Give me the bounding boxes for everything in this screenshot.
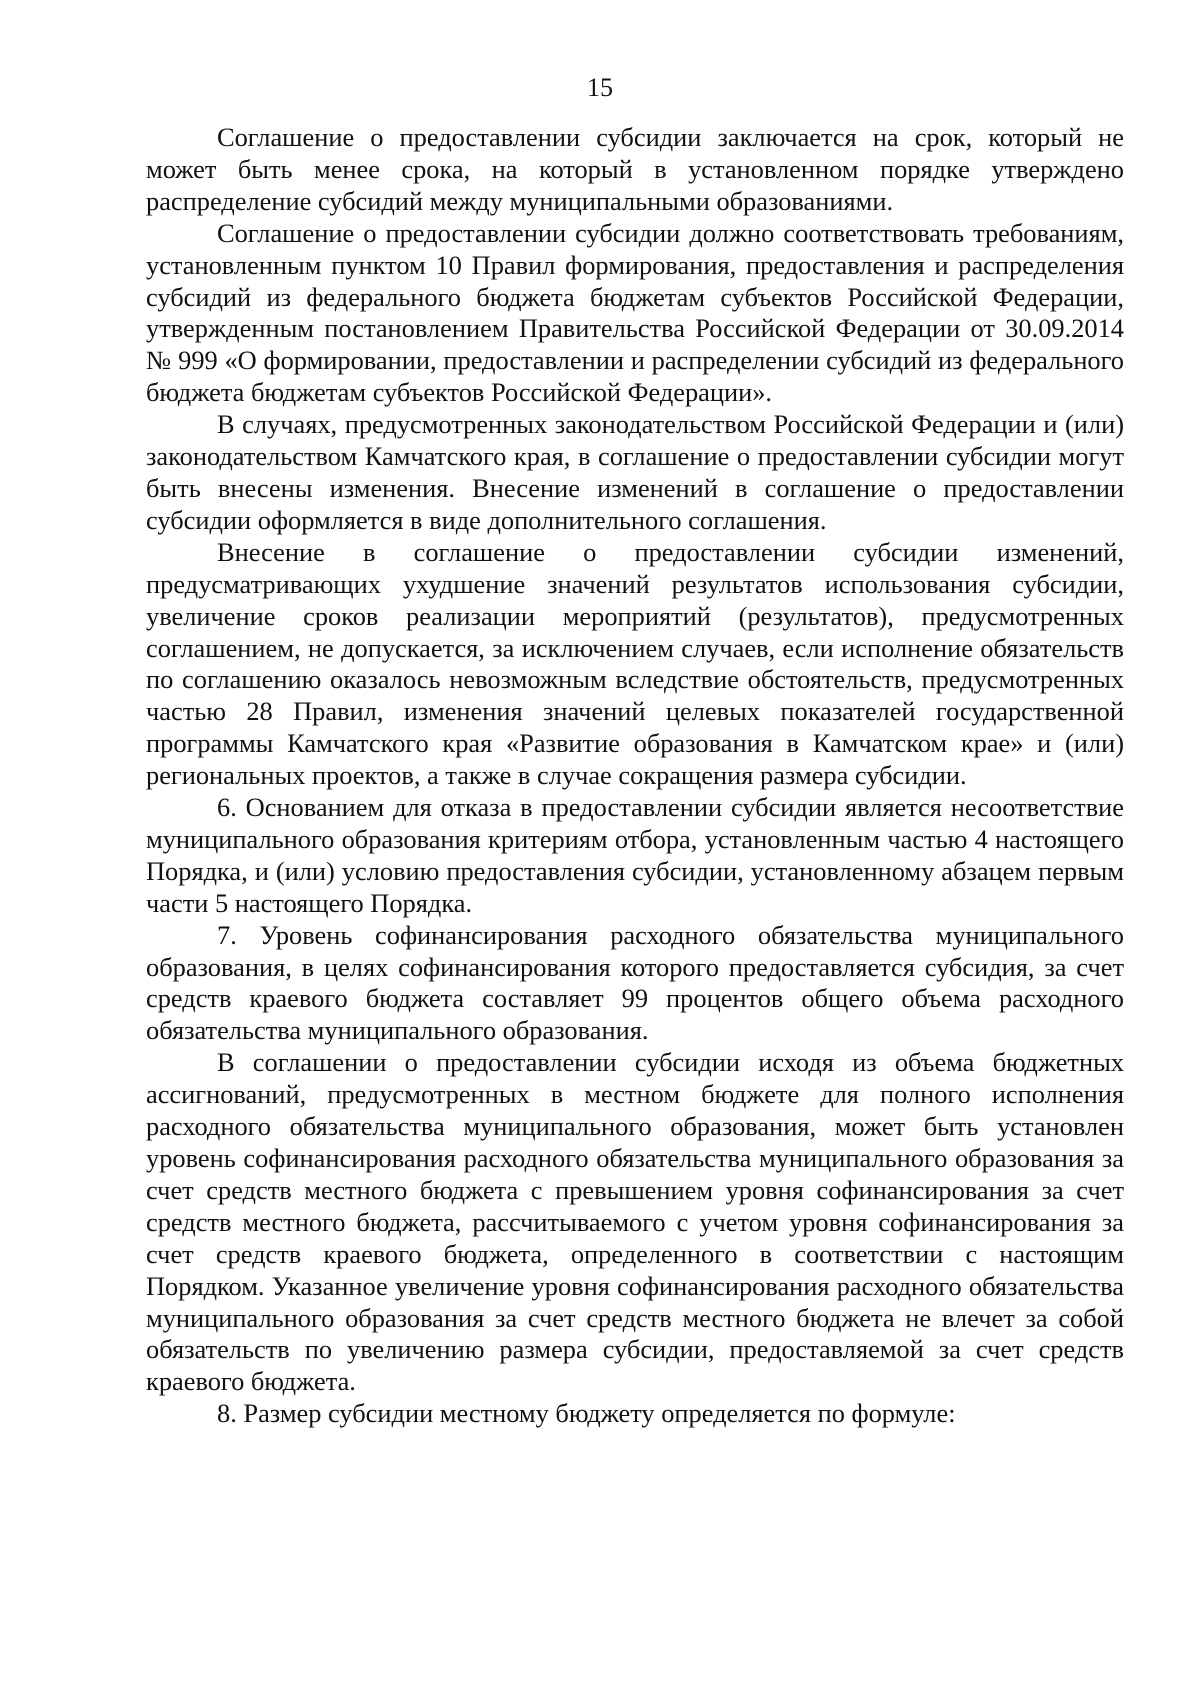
paragraph-section-6: 6. Основанием для отказа в предоставлении субсидии является несоответствие муниципального образования критериям отбора, установленным частью 4 настоящего Порядка, и (или) условию предоставления субсидии, установленному абзацем первым части 5 настоящего Порядка. xyxy=(146,792,1124,918)
paragraph-agreement-requirements: Соглашение о предоставлении субсидии должно соответствовать требованиям, установленным пунктом 10 Правил формирования, предоставления и распределения субсидий из федерального бюджета бюджетам субъектов Российской Федерации, утвержденным постановлением Правительства Российской Федерации от 30.09.2014 № 999 «О формировании, предоставлении и распределении субсидий из федерального бюджета бюджетам субъектов Российской Федерации». xyxy=(146,217,1124,408)
paragraph-section-8: 8. Размер субсидии местному бюджету определяется по формуле: xyxy=(217,1398,956,1429)
paragraph-changes-restrictions: Внесение в соглашение о предоставлении субсидии изменений, предусматривающих ухудшение значений результатов использования субсидии, увеличение сроков реализации мероприятий (результатов), предусмотренных соглашением, не допускается, за исключением случаев, если исполнение обязательств по соглашению оказалось невозможным вследствие обстоятельств, предусмотренных частью 28 Правил, изменения значений целевых показателей государственной программы Камчатского края «Развитие образования в Камчатском крае» и (или) региональных проектов, а также в случае сокращения размера субсидии. xyxy=(146,536,1124,791)
paragraph-agreement-changes: В случаях, предусмотренных законодательством Российской Федерации и (или) законодательством Камчатского края, в соглашение о предоставлении субсидии могут быть внесены изменения. Внесение изменений в соглашение о предоставлении субсидии оформляется в виде дополнительного соглашения. xyxy=(146,409,1124,535)
paragraph-agreement-term: Соглашение о предоставлении субсидии заключается на срок, который не может быть менее срока, на который в установленном порядке утверждено распределение субсидий между муниципальными образованиями. xyxy=(146,122,1124,216)
document-body xyxy=(146,122,1124,1430)
page-number: 15 xyxy=(587,73,613,102)
paragraph-section-7: 7. Уровень софинансирования расходного обязательства муниципального образования, в целях софинансирования которого предоставляется субсидия, за счет средств краевого бюджета составляет 99 процентов общего объема расходного обязательства муниципального образования. xyxy=(146,919,1124,1046)
paragraph-cofinancing-level: В соглашении о предоставлении субсидии исходя из объема бюджетных ассигнований, предусмотренных в местном бюджете для полного исполнения расходного обязательства муниципального образования, может быть установлен уровень софинансирования расходного обязательства муниципального образования за счет средств местного бюджета с превышением уровня софинансирования за счет средств местного бюджета, рассчитываемого с учетом уровня софинансирования за счет средств краевого бюджета, определенного в соответствии с настоящим Порядком. Указанное увеличение уровня софинансирования расходного обязательства муниципального образования за счет средств местного бюджета не влечет за собой обязательств по увеличению размера субсидии, предоставляемой за счет средств краевого бюджета. xyxy=(146,1047,1124,1397)
